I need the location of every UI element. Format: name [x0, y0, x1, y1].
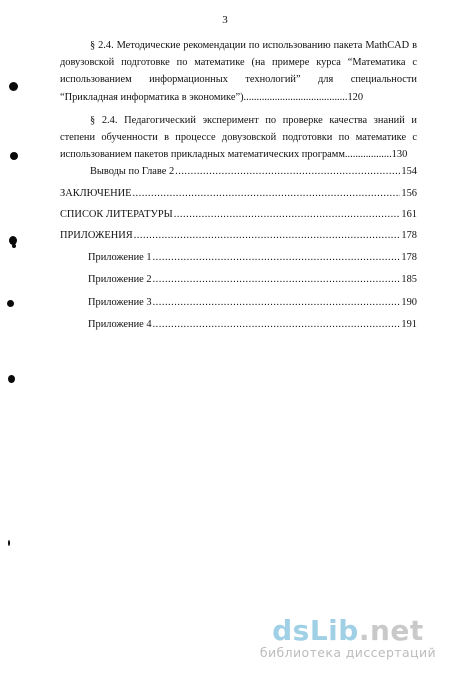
toc-entry-appendix-1: [60, 249, 417, 266]
dot-leader: [174, 206, 401, 223]
toc-entry-label: Приложение 4: [88, 318, 152, 330]
toc-entry-label: Приложение 2: [88, 274, 152, 286]
toc-entry-2-4-experiment: § 2.4. Педагогический эксперимент по проверке качества знаний и степени обученности в процессе довузовской подготовки по математике с использованием пакетов прикладных математических программ..................130: [60, 114, 417, 161]
toc-entry-page: 185: [401, 274, 417, 286]
toc-entry-page: 178: [401, 230, 417, 242]
punch-hole-mark: [9, 82, 18, 91]
toc-entry-bibliography: [60, 206, 417, 223]
dslib-logo: [260, 614, 436, 647]
dot-leader: [134, 227, 401, 244]
punch-hole-mark: [8, 375, 15, 383]
toc-entry-label: Приложение 1: [88, 252, 152, 264]
toc-entry-appendix-3: [60, 294, 417, 311]
watermark-subtitle: библиотека диссертаций: [259, 645, 436, 660]
punch-hole-mark: [7, 300, 14, 307]
dot-leader: [153, 271, 401, 288]
toc-entry-label: Выводы по Главе 2: [90, 166, 175, 178]
punch-hole-mark: [8, 540, 10, 546]
table-of-contents: [60, 37, 417, 333]
toc-entry-page: 178: [401, 252, 417, 264]
punch-hole-mark: [12, 244, 16, 248]
toc-entry-label: ЗАКЛЮЧЕНИЕ: [60, 187, 132, 199]
toc-entry-page: 156: [401, 187, 417, 199]
page-number: 3: [222, 14, 228, 26]
dot-leader: [153, 294, 401, 311]
logo-text-net: .net: [358, 614, 424, 647]
toc-entry-page: 191: [401, 318, 417, 330]
toc-entry-label: ПРИЛОЖЕНИЯ: [60, 230, 133, 242]
toc-entry-2-4-mathcad: § 2.4. Методические рекомендации по использованию пакета MathCAD в довузовской подготовке по математике (на примере курса “Математика с использованием информационных технологий” для специальности “Прикладная информатика в экономике”)........................................120: [60, 40, 417, 103]
dslib-watermark: [260, 614, 436, 660]
dot-leader: [175, 163, 400, 180]
toc-entry-label: СПИСОК ЛИТЕРАТУРЫ: [60, 208, 173, 220]
toc-entry-page: 190: [401, 296, 417, 308]
toc-entry-conclusion: [60, 185, 417, 202]
logo-text-dslib: dsLib: [272, 614, 359, 647]
dot-leader: [153, 249, 401, 266]
toc-entry-appendix-4: [60, 316, 417, 333]
toc-entry-label: Приложение 3: [88, 296, 152, 308]
punch-hole-mark: [10, 152, 18, 160]
dot-leader: [132, 185, 400, 202]
toc-entry-page: 154: [401, 166, 417, 178]
toc-entry-appendices: [60, 227, 417, 244]
dot-leader: [153, 316, 401, 333]
toc-entry-page: 161: [401, 208, 417, 220]
toc-entry-conclusions-chapter-2: [60, 163, 417, 180]
toc-entry-appendix-2: [60, 271, 417, 288]
